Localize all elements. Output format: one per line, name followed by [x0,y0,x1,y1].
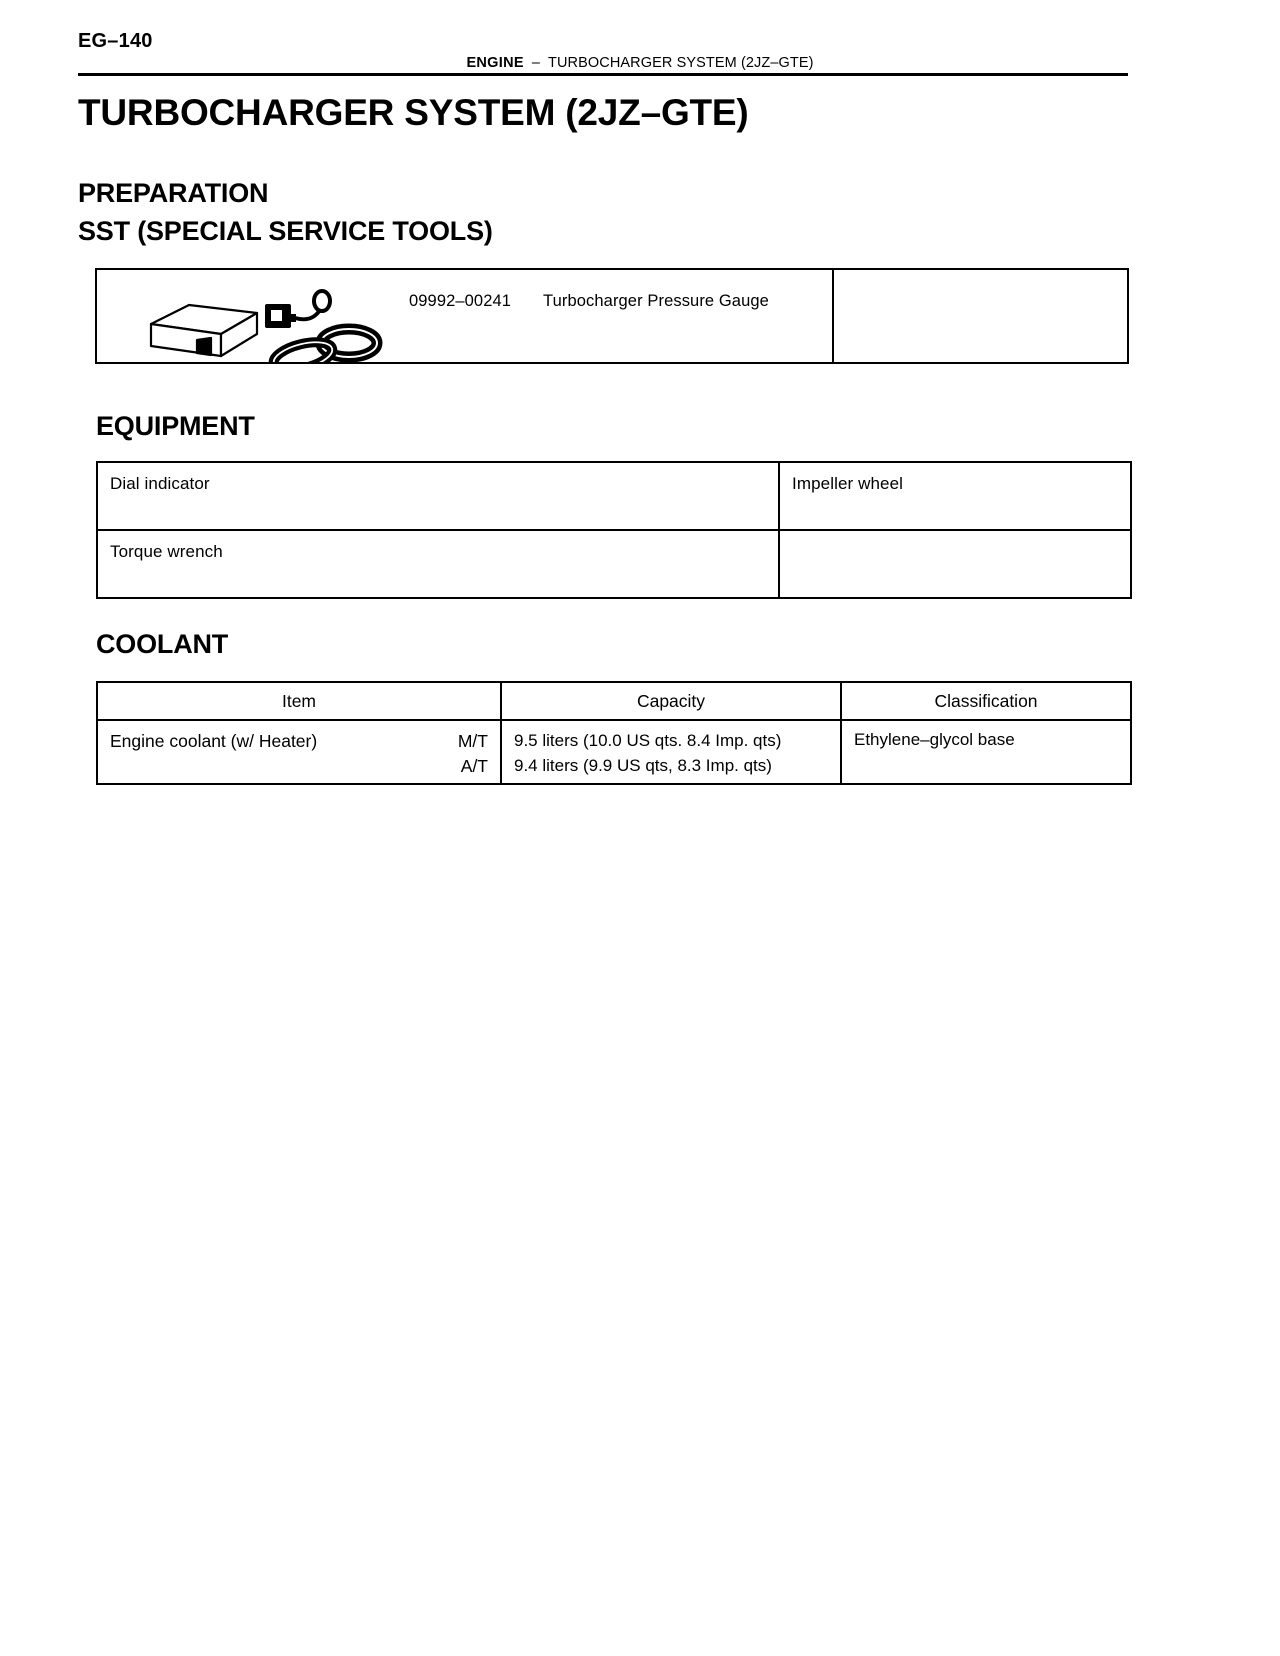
column-header-classification: Classification [840,683,1130,719]
column-header-item: Item [281,691,317,711]
coolant-classification: Ethylene–glycol base [840,721,1130,783]
coolant-capacity-mt: 9.5 liters (10.0 US qts. 8.4 Imp. qts) [514,731,782,750]
running-head [0,55,1280,71]
equipment-table [96,461,1132,599]
coolant-capacity-cell [500,721,840,783]
heading-equipment: EQUIPMENT [96,411,255,441]
table-header-row [98,683,1130,719]
table-row [97,270,1127,362]
heading-sst: SST (SPECIAL SERVICE TOOLS) [78,216,493,246]
transmission-mt: M/T [457,731,488,751]
page-title: TURBOCHARGER SYSTEM (2JZ–GTE) [78,92,749,133]
equipment-item-torque-wrench: Torque wrench [110,542,223,561]
sst-tool-info [409,280,769,312]
page-header [0,0,1280,71]
sst-part-number: 09992–00241 [409,292,512,310]
table-row [98,463,1130,529]
header-rule [78,73,1128,76]
equipment-item-dial-indicator: Dial indicator [110,474,210,493]
running-head-separator: – [531,55,541,71]
coolant-table [96,681,1132,785]
running-head-title: TURBOCHARGER SYSTEM (2JZ–GTE) [548,55,814,71]
page-number: EG–140 [78,30,153,52]
coolant-item-name: Engine coolant (w/ Heater) [110,731,318,751]
coolant-item-cell [98,721,500,783]
equipment-item-empty [778,531,1130,597]
table-row [98,719,1130,783]
coolant-capacity-at: 9.4 liters (9.9 US qts, 8.3 Imp. qts) [514,755,772,775]
turbocharger-pressure-gauge-kit-icon [109,280,409,362]
sst-empty-cell [832,270,1127,362]
sst-tool-name: Turbocharger Pressure Gauge [543,292,769,310]
sst-table [95,268,1129,364]
running-head-section: ENGINE [466,55,524,71]
column-header-capacity: Capacity [500,683,840,719]
table-row [98,529,1130,597]
heading-preparation: PREPARATION [78,178,269,208]
sst-tool-cell [97,270,832,362]
heading-coolant: COOLANT [96,629,229,659]
transmission-at: A/T [460,756,488,777]
coolant-transmission-types [458,729,488,780]
equipment-item-impeller-wheel: Impeller wheel [778,463,1130,529]
